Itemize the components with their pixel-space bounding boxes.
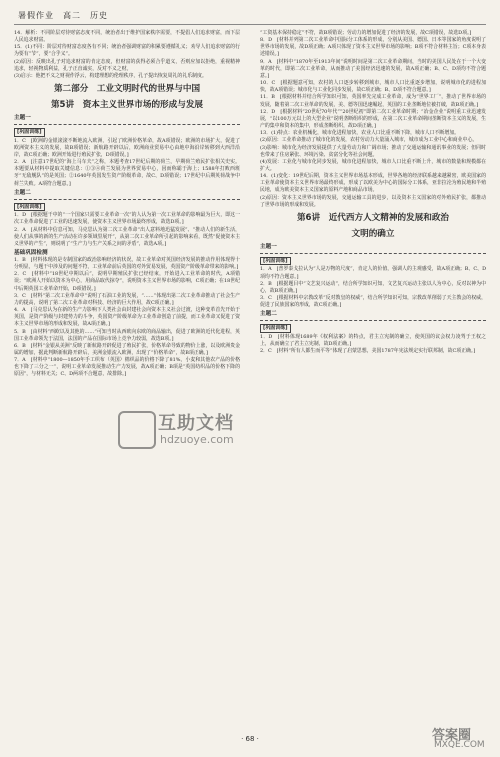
answer-item: (2)原因：工业革命推动了城市化的发展，农村劳动力大量涌入城市，城市成为工业中心和商业中心。: [260, 137, 478, 144]
watermark-url: hdzuoye.com: [160, 433, 234, 446]
divider: [14, 124, 240, 125]
section-heading: 基础巩固检测: [14, 249, 48, 256]
paragraph: 14．解析：不同阶层对待财富态度不同，统治者出于维护国家秩序需要，不提倡人们追求财富，而下层人民追求财富。: [14, 30, 240, 44]
answer-item: 12．D [根据材料“20世纪70年代”“20世纪初”即第二次工业革命时期；“冶金企业”说明重工业迅速发展，“以100万元以上的大型企业”说明垄断组织的形成，在第二次工业革命期间垄断资本主义的发展，生产的集中和资本的集中，形成垄断组织，故D项正确。]: [260, 108, 486, 130]
corner-logo: [428, 724, 498, 754]
answer-item: 2．B [根据题目中“文艺复兴运动”，结合所学知识可知，文艺复兴运动主张以人为中心，反对以神为中心，故B项正确。]: [260, 280, 486, 294]
corner-logo-url: MXQE.COM: [434, 740, 485, 750]
answer-item: (2)原因：资本主义世界市场的发展，交通运输工具的进步，以及资本主义国家的对外殖民扩张，都推动了世界市场的形成和发展。: [260, 194, 486, 208]
watermark-logo-icon: [118, 411, 156, 449]
divider: [260, 253, 486, 254]
corner-logo-title: 答案圈: [432, 728, 472, 743]
answer-item: 1．D [根据题干中的“一个国家只需要工业革命一次”的人认为第一次工业革命的影响最为巨大，即这一次工业革命促进了工业的迅速发展，使资本主义世界市场最终形成，故选D项。]: [14, 212, 240, 226]
drill-label: [巩固训练]: [260, 324, 291, 333]
answer-item: 5．B [由材料“西欧以及其他的……”可知当时从西欧向东欧的商品输出，促进了欧洲的近代化进程，英国工业革命领先于法国，法国的产品在国际市场上竞争力较弱，故选B项。]: [14, 328, 240, 342]
answer-item: 9．A [材料中“1870年至1913年间”说明时间是第二次工业革命期间，当时的美国人民处在于一个大变革的时代，即第二次工业革命，从而推动了美国经济迅速的发展，故A项正确；B、C、D项均不符合题意。]: [260, 58, 486, 79]
answer-item: 6．B [材料“金银从美洲”反映了新航路开辟促进了殖民扩张，价格革命导致的物价上涨，以及欧洲贵金属的增加，据此判断新航路开辟后，美洲金银流入欧洲，出现了“价格革命”，故B项正确。]: [14, 342, 240, 356]
answer-item: (3)影响：城市化为经济发展提供了大量劳动力和广阔市场；推动了交通运输和通讯事业的发展；但同时也带来了住房紧张、环境污染、贫富分化等社会问题。: [260, 144, 486, 158]
lesson-title-continued: 文明的确立: [351, 228, 395, 239]
answer-item: 2．A [从材料中信息可知，马克思认为第二次工业革命“出人意料地迅猛发展”、“推动人们的新生活，使人们从事的新的生产活动在许多领域里展开”，从第二次工业革命所引起的影响来看，既然“促使资本主义世界的产生”，则说明了“生产力与生产关系之间的矛盾”，故选A项。]: [14, 226, 240, 247]
left-column: [14, 30, 240, 379]
lesson-title: 第6讲 近代西方人文精神的发展和政治: [296, 212, 450, 223]
page-header: 暑假作业 高二 历史: [18, 11, 108, 20]
right-column: [260, 30, 486, 355]
answer-item: 11．B [根据材料并结合所学知识可知，英国率先完成工业革命，成为“世界工厂”，推动了世界市场的发展，随着第二次工业革命的发展，美、德等国迅速崛起，英国的工业垄断地位被打破，故B项正确。]: [260, 94, 486, 108]
topic-heading: 主题一: [14, 115, 31, 122]
answer-item: 1．B [材料体现的是专制国家的政治影响经济的状况，故工业革命对英国经济发展的推动作用体现得十分明显，与题干中涉及的问题不符，工业革命前后英国的对外贸易发展，英国资产阶级革命带来的影响。]: [14, 256, 240, 271]
drill-label: [巩固训练]: [260, 257, 291, 266]
answer-item: 1．C [欧洲的金银滚滚不断地流入欧洲，引起了欧洲价格革命，故A项错误；欧洲的市场扩大，促进了欧洲资本主义的发展，故B项错误；新航路开辟以后，欧洲商业贸易中心由地中海沿岸转移到大西洋沿岸，故C项正确；欧洲开始进行殖民扩张，D项错误。]: [14, 137, 240, 158]
watermark-title: 互助文档: [158, 413, 234, 434]
answer-item: 7．A [材料中“1800—1850年手工织布（英国）棉织品的价格下降了81%，小麦和其他农产品的价格也下降了三分之一”，说明工业革命发展推动生产力发展，故A项正确；B项是“英国纺织品的价格下降的原因”，与材料无关；C、D两项不合题意，故排除。]: [14, 357, 240, 378]
topic-heading: 主题一: [260, 243, 277, 250]
paragraph: (2)原因：反映出孔子对追求财富的肯定态度，但财富的获得必须合乎道义，否则应加以拒绝，重视精神追求，轻视物质利益，孔子正直诚实，反对不义之财。: [14, 58, 240, 72]
paragraph: 15．(1)不同：阶层对待财富态度各有不同；统治者强调财富的积累要遵循礼义；劝导人们追求财富的行为要有“节”，要“合乎义”。: [14, 44, 240, 58]
answer-item: 3．C [根据材料中宗教改革“反对教皇的权威”，结合所学知识可知，宗教改革削弱了天主教会的权威，促进了民族国家的形成，故C项正确。]: [260, 295, 486, 309]
answer-item: 2．A [注意17世纪的“海上马车夫”之称，本题考查17世纪后期的荷兰，早期荷兰殖民扩张相关史实。本题要从材料中提取关键信息：①③④荷兰发展为世界贸易中心，因而称霸于海上；1588年打败西班牙“无敌舰队”的是英国；②1640年英国发生资产阶级革命，故C、D项错误；17世纪中后期英荷战争中荷兰失败。A项符合题意。]: [14, 159, 240, 187]
lesson-title: 第5讲 资本主义世界市场的形成与发展: [50, 100, 204, 111]
topic-heading: 主题二: [14, 189, 31, 196]
answer-item: 2．C [材料中“18世纪中期以后”，说明早期殖民扩张已经结束，开始进入工业革命的时代，A项错误；“欧洲人开始以资本为中心，用商品取代掠夺”，说明资本主义世界市场的影响，C项正确；在18世纪中后期英国工业革命开始，D项错误。]: [14, 271, 240, 292]
answer-item: 3．C [材料“第二次工业革命中”说明了石油工业的发展，“……”体现出第二次工业革命推动了社会生产力的提高，说明了第二次工业革命对科技、经济的巨大作用，故C项正确。]: [14, 292, 240, 306]
answer-item: 1．A [普罗泰戈拉认为“人是万物的尺度”，肯定人的价值，强调人的主观感受，故A项正确；B、C、D项均不符合题意。]: [260, 266, 486, 280]
divider: [260, 320, 486, 321]
answer-item: 13．(1)特点：农业机械化，城市化进程加快，农业人口比重不断下降，城市人口不断增加。: [260, 130, 459, 137]
watermark: [118, 407, 253, 455]
part-title: 第二部分 工业文明时代的世界与中国: [53, 84, 201, 95]
drill-label: [巩固训练]: [14, 128, 45, 137]
answer-item: 14．(1)变化：19世纪后期，资本主义世界市场基本形成，世界各地的经济联系越来越紧密，欧美国家的工业革命使资本主义世界市场最终形成，形成了以欧美为中心的国际分工体系，亚非拉沦为殖民地和半殖民地，成为欧美资本主义国家的原料产地和商品市场。: [260, 173, 486, 194]
answer-item: 2．C [材料“所有人都生而平等”体现了启蒙思想，美国1787年宪法规定实行联邦制，故C项正确。]: [260, 348, 476, 355]
answer-item: 8．D [材料并列第二次工业革命中国际分工体系的形成，分别从美国、德国、日本等国家的角度说明了世界市场的发展，故D项正确；A项只体现了资本主义世界市场的影响；B项不符合材料主旨；C项本身表述错误。]: [260, 37, 486, 58]
page-number: · 68 ·: [241, 735, 259, 743]
paragraph: (3)启示：他把不义之财视作浮云，构建理想的伦理秩序，孔子提出恢复周礼的礼乐制度。: [14, 72, 207, 79]
header-divider: [14, 24, 486, 25]
answer-item: 10．C [根据题意可知，农村的人口逐步转移到城市，城市人口比重逐步增加，说明城市化的进程加快，故A项错误；城市化与工业化同步发展，故C项正确；B、D项不符合题意。]: [260, 80, 486, 94]
answer-item: (4)发展：工业化与城市化同步发展，城市化进程加快，城市人口比重不断上升，城市的数量和规模都在扩大。: [260, 158, 486, 172]
drill-label: [巩固训练]: [14, 203, 45, 212]
divider: [14, 199, 240, 200]
answer-item: 1．D [材料体现1689年《权利法案》的特点，君主立宪制的确立，使英国的议会权力凌驾于王权之上，从而确立了君主立宪制，故D项正确。]: [260, 333, 486, 347]
answer-item: 4．A [马克思认为在新的生产力影响下人类社会由封建社会向资本主义社会过渡，这种变革首先开始于英国，是资产阶级与封建势力的斗争，英国资产阶级革命为工业革命创造了前提，而工业革命又促进了资本主义世界市场的形成和发展，故A项正确。]: [14, 307, 240, 328]
topic-heading: 主题二: [260, 311, 277, 318]
answer-item: “工资基本保持稳定”不符，故B项错误；劳动力的增加促进了经济的发展，故C项错误，故选D项。]: [260, 30, 472, 36]
